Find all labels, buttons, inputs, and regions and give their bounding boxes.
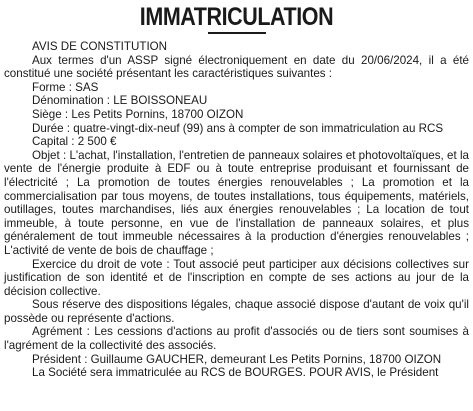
notice-title: IMMATRICULATION [139, 3, 334, 31]
field-forme: Forme : SAS [32, 80, 99, 94]
field-reserve: Sous réserve des dispositions légales, chaque associé dispose d'autant de voix qu'il possède ou représente d'actions. [4, 298, 469, 325]
field-duree: Durée : quatre-vingt-dix-neuf (99) ans à compter de son immatriculation au RCS [32, 121, 444, 135]
field-denomination: Dénomination : LE BOISSONEAU [32, 94, 208, 108]
notice-body [4, 40, 469, 380]
field-rcs: La Société sera immatriculée au RCS de BOURGES. POUR AVIS, le Président [32, 366, 439, 380]
notice-heading: AVIS DE CONSTITUTION [32, 40, 168, 53]
field-capital: Capital : 2 500 € [32, 135, 117, 149]
field-objet: Objet : L'achat, l'installation, l'entretien de panneaux solaires et photovoltaïques, et la vente de l'énergie produite à EDF ou à toute entreprise produisant et fournissant de l'électricité ; La promotion de toutes énergies renouvelables ; La promotion et la commercialisation par tous moyens, de toutes installations, tous équipements, matériels, outillages, toutes marchandises, liés aux énergies renouvelables ; La location de tout immeuble, à toute personne, en vue de l'installation de panneaux solaires, et plus généralement de tout immeuble nécessaires à la production d'énergies renouvelables ; L'activité de vente de bois de chauffage ; [4, 148, 469, 257]
field-agrement: Agrément : Les cessions d'actions au profit d'associés ou de tiers sont soumises à l'agrément de la collectivité des associés. [4, 325, 469, 353]
field-vote: Exercice du droit de vote : Tout associé peut participer aux décisions collectives sur justification de son identité et de l'inscription en compte de ses actions au jour de la décision collective. [4, 257, 469, 298]
notice-intro: Aux termes d'un ASSP signé électroniquement en date du 20/06/2024, il a été constitué une société présentant les caractéristiques suivantes : [4, 53, 469, 81]
title-divider [208, 32, 266, 34]
field-president: Président : Guillaume GAUCHER, demeurant Les Petits Pornins, 18700 OIZON [32, 352, 442, 366]
field-siege: Siège : Les Petits Pornins, 18700 OIZON [32, 107, 244, 121]
